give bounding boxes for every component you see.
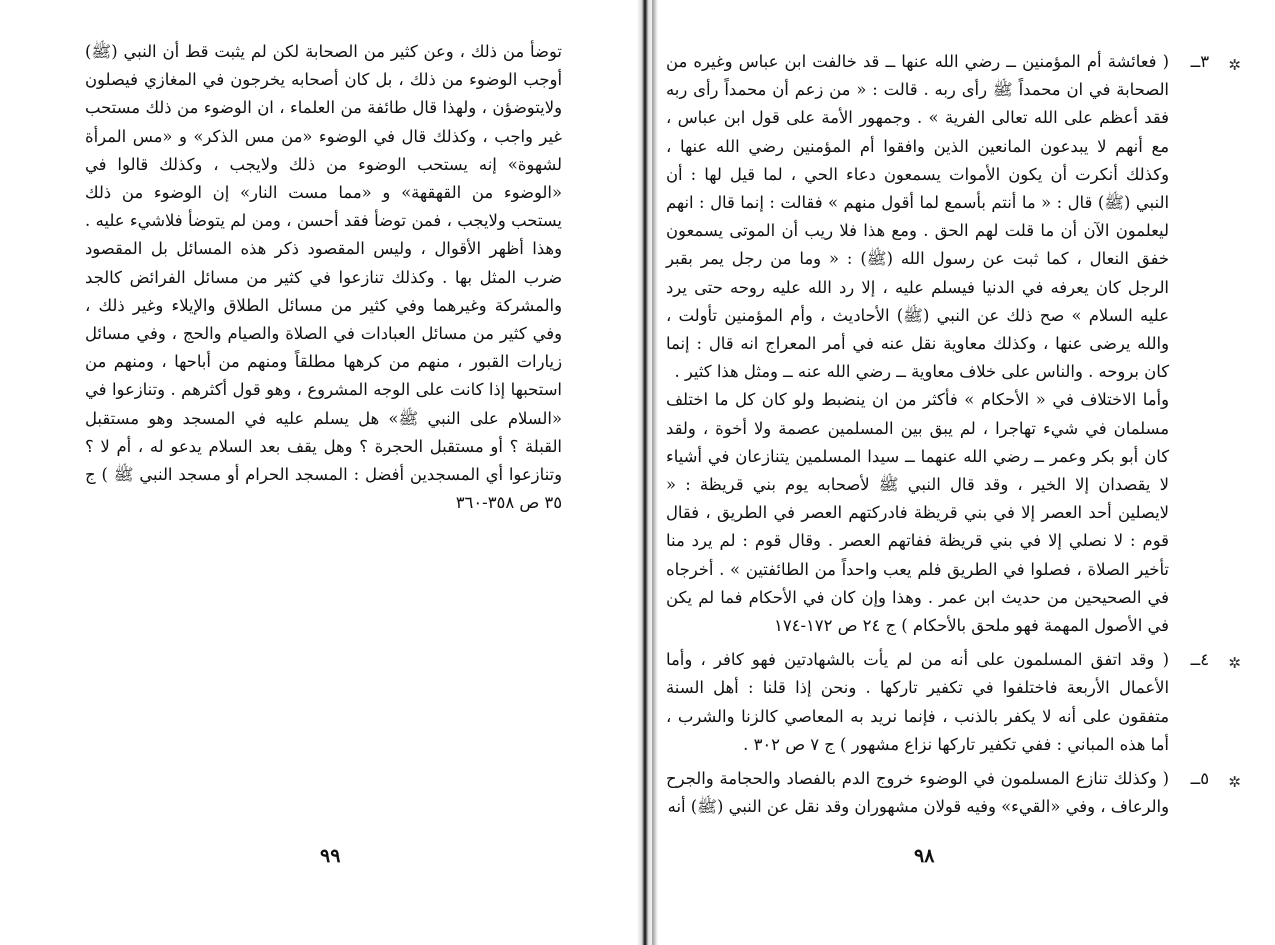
left-paragraph: توضأ من ذلك ، وعن كثير من الصحابة لكن لم يثبت قط أن النبي (ﷺ) أوجب الوضوء من ذلك ، بل كان أصحابه يخرجون في المغازي فيصلون ولايتوضؤن ، ولهذا قال طائفة من العلماء ، ان الوضوء من ذلك مستحب غير واجب ، وكذلك قال في الوضوء «من مس الذكر» و «مس المرأة لشهوة» إنه يستحب الوضوء من ذلك ولايجب ، وكذلك قالوا في «الوضوء من القهقهة» و «مما مست النار» إن الوضوء من ذلك يستحب ولايجب ، فمن توضأ فقد أحسن ، ومن لم يتوضأ فلاشيء عليه . وهذا أظهر الأقوال ، وليس المقصود ذكر هذه المسائل بل المقصود ضرب المثل بها . وكذلك تنازعوا في كثير من مسائل الفرائض كالجد والمشركة وغيرهما وفي كثير من مسائل الطلاق والإيلاء وغير ذلك ، وفي كثير من مسائل العبادات في الصلاة والصيام والحج ، وفي مسائل زيارات القبور ، منهم من كرهها مطلقاً ومنهم من أباحها ، ومنهم من استحبها إذا كانت على الوجه المشروع ، وهو قول أكثرهم . وتنازعوا في «السلام على النبي ﷺ» هل يسلم عليه في المسجد وهو مستقبل القبلة ؟ أو مستقبل الحجرة ؟ وهل يقف بعد السلام يدعو له ، أم لا ؟ وتنازعوا أي المسجدين أفضل : المسجد الحرام أو مسجد النبي ﷺ ) ج ٣٥ ص ٣٥٨-٣٦٠	[85, 42, 562, 513]
right-page-body	[666, 48, 1241, 821]
asterisk-icon: ✲	[1228, 654, 1241, 673]
item-number: ٣ــ	[1190, 52, 1209, 71]
asterisk-icon: ✲	[1228, 773, 1241, 792]
page-number-right: ٩٨	[914, 845, 935, 867]
item-number: ٤ــ	[1190, 650, 1209, 670]
list-item-5	[666, 765, 1241, 821]
item-paragraph: ( فعائشة أم المؤمنين ــ رضي الله عنها ــ قد خالفت ابن عباس وغيره من الصحابة في ان محمداً ﷺ رأى ربه . قالت : « من زعم أن محمداً رأى ربه فقد أعظم على الله تعالى الفرية » . وجمهور الأمة على قول ابن عباس ، مع أنهم لا يبدعون المانعين الذين وافقوا أم المؤمنين رضي الله عنها ، وكذلك أنكرت أن يكون الأموات يسمعون دعاء الحي ، لما قيل لها : أن النبي (ﷺ) قال : « ما أنتم بأسمع لما أقول منهم » فقالت : إنما قال : انهم ليعلمون الآن أن ما قلت لهم الحق . ومع هذا فلا ريب أن الموتى يسمعون خفق النعال ، كما ثبت عن رسول الله (ﷺ) : « وما من رجل يمر بقبر الرجل كان يعرفه في الدنيا فيسلم عليه ، إلا رد الله عليه روحه حتى يرد عليه السلام » صح ذلك عن النبي (ﷺ) الأحاديث ، وأم المؤمنين تأولت ، والله يرضى عنها ، وكذلك معاوية نقل عنه في أمر المعراج انه قال : إنما كان بروحه . والناس على خلاف معاوية ــ رضي الله عنه ــ ومثل هذا كثير .	[666, 52, 1169, 382]
book-gutter	[637, 0, 653, 945]
item-paragraph: ( وقد اتفق المسلمون على أنه من لم يأت بالشهادتين فهو كافر ، وأما الأعمال الأربعة فاختلفوا في تكفير تاركها . ونحن إذا قلنا : أهل السنة متفقون على أنه لا يكفر بالذنب ، فإنما نريد به المعاصي كالزنا والشرب ، أما هذه المباني : ففي تكفير تاركها نزاع مشهور ) ج ٧ ص ٣٠٢ .	[666, 650, 1169, 754]
asterisk-icon: ✲	[1228, 56, 1241, 74]
right-page	[652, 0, 1275, 945]
left-page-body	[85, 38, 562, 517]
item-number: ٥ــ	[1190, 769, 1209, 789]
page-number-left: ٩٩	[320, 845, 341, 867]
list-item-3	[666, 48, 1241, 640]
item-paragraph: ( وكذلك تنازع المسلمون في الوضوء خروج الدم بالفصاد والحجامة والجرح والرعاف ، وفي «القيء» وفيه قولان مشهوران وقد نقل عن النبي (ﷺ) أنه	[666, 769, 1169, 817]
item-paragraph: وأما الاختلاف في « الأحكام » فأكثر من ان ينضبط ولو كان كل ما اختلف مسلمان في شيء تهاجرا ، لم يبق بين المسلمين عصمة ولا أخوة ، ولقد كان أبو بكر وعمر ــ رضي الله عنهما ــ سيدا المسلمين يتنازعان في أشياء لا يقصدان إلا الخير ، وقد قال النبي ﷺ لأصحابه يوم بني قريظة : « لايصلين أحد العصر إلا في بني قريظة فادركتهم العصر في الطريق ، فقال قوم : لا نصلي إلا في بني قريظة ففاتهم العصر . وقال قوم : لم يرد منا تأخير الصلاة ، فصلوا في الطريق فلم يعب واحداً من الطائفتين » . أخرجاه في الصحيحين من حديث ابن عمر . وهذا وإن كان في الأحكام فما لم يكن في الأصول المهمة فهو ملحق بالأحكام ) ج ٢٤ ص ١٧٢-١٧٤	[666, 390, 1169, 636]
gutter-shadow	[652, 0, 658, 945]
list-item-4	[666, 646, 1241, 759]
